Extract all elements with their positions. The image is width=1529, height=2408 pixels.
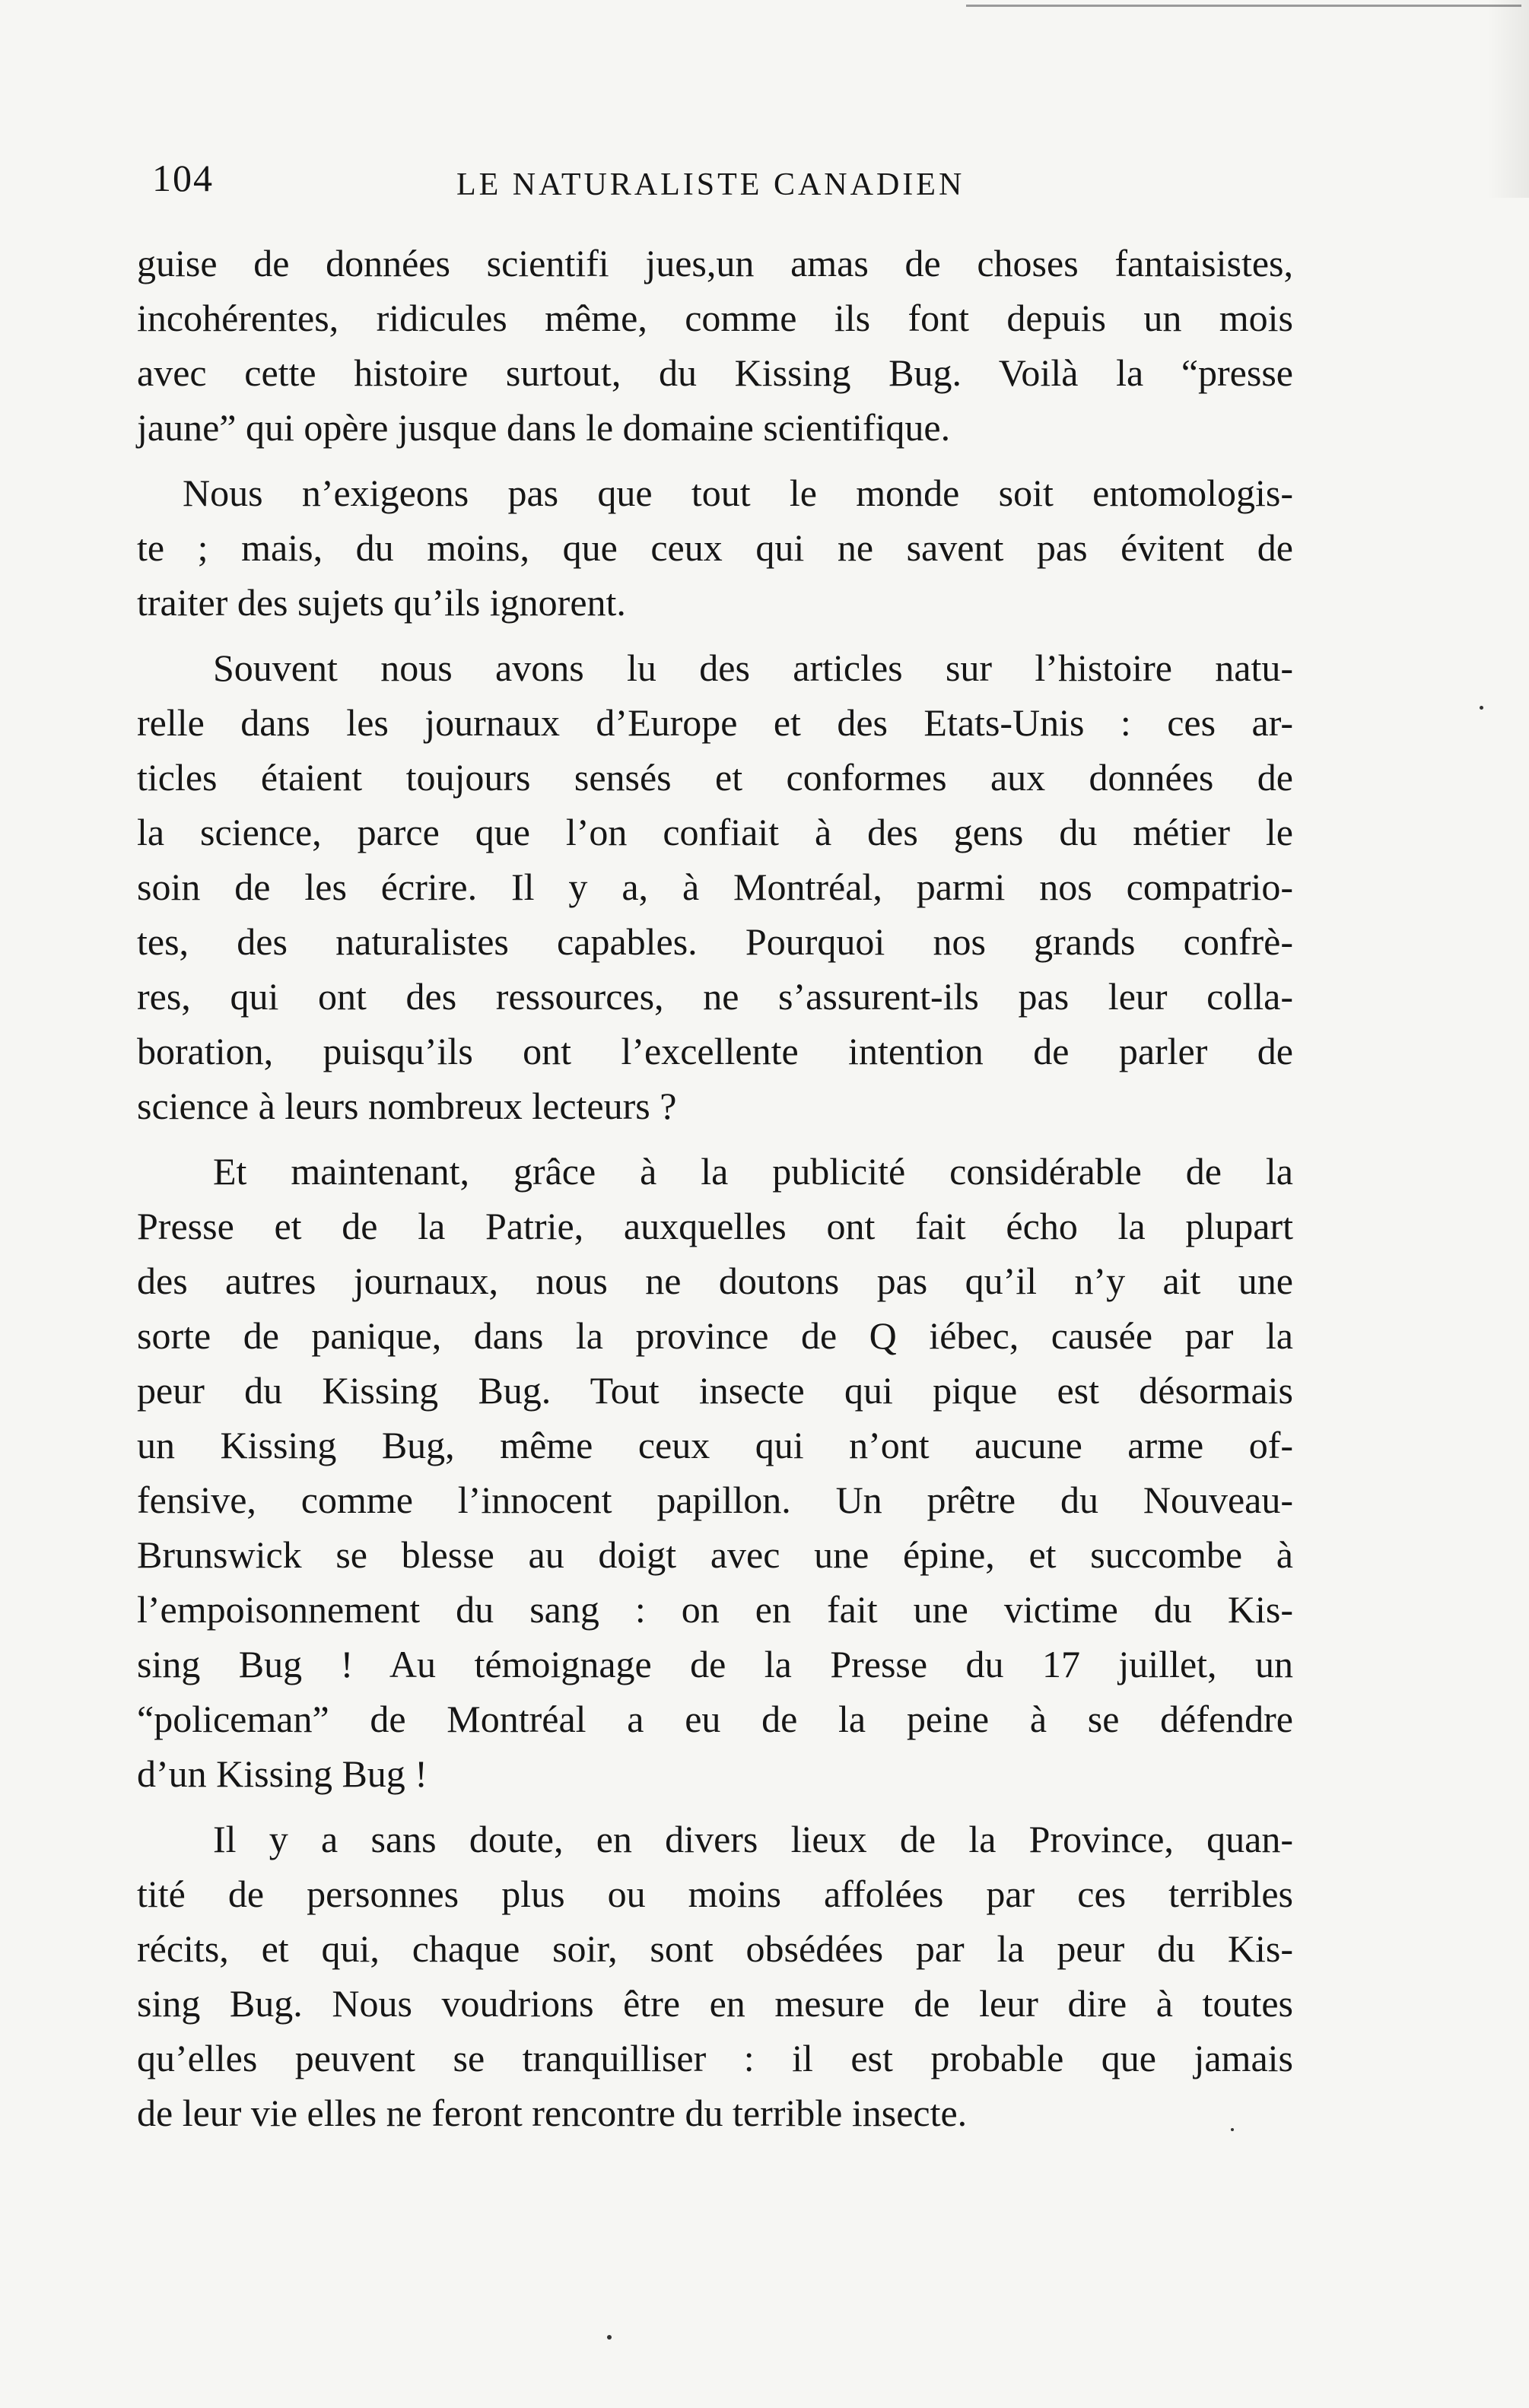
scan-edge-line: [966, 5, 1521, 7]
text-line: res, qui ont des ressources, ne s’assurent-ils pas leur colla-: [137, 975, 1293, 1018]
ink-speck: [1231, 2128, 1234, 2131]
text-line: tité de personnes plus ou moins affolées par ces terribles: [137, 1873, 1293, 1915]
paragraph-1: [137, 236, 1293, 455]
text-line: un Kissing Bug, même ceux qui n’ont aucune arme of-: [137, 1424, 1293, 1466]
paragraph-2: [137, 465, 1293, 630]
text-line: Souvent nous avons lu des articles sur l’histoire natu-: [213, 646, 1293, 689]
text-line: soin de les écrire. Il y a, à Montréal, parmi nos compatrio-: [137, 866, 1293, 908]
text-line: ticles étaient toujours sensés et conformes aux données de: [137, 756, 1293, 799]
ink-speck: [1480, 706, 1483, 710]
text-line: l’empoisonnement du sang : on en fait une victime du Kis-: [137, 1588, 1293, 1631]
text-line: sorte de panique, dans la province de Q iébec, causée par la: [137, 1314, 1293, 1357]
text-line: avec cette histoire surtout, du Kissing Bug. Voilà la “presse: [137, 351, 1293, 394]
text-line: fensive, comme l’innocent papillon. Un prêtre du Nouveau-: [137, 1479, 1293, 1521]
text-line: Et maintenant, grâce à la publicité considérable de la: [213, 1150, 1293, 1193]
paragraph-4: [137, 1144, 1293, 1801]
text-line: sing Bug ! Au témoignage de la Presse du 17 juillet, un: [137, 1643, 1293, 1685]
page-header: [152, 156, 1293, 217]
text-line: traiter des sujets qu’ils ignorent.: [137, 581, 626, 624]
running-title: LE NATURALISTE CANADIEN: [456, 167, 965, 202]
text-line: des autres journaux, nous ne doutons pas qu’il n’y ait une: [137, 1260, 1293, 1302]
paragraph-3: [137, 640, 1293, 1133]
text-line: “policeman” de Montréal a eu de la peine à se défendre: [137, 1698, 1293, 1740]
text-line: tes, des naturalistes capables. Pourquoi nos grands confrè-: [137, 920, 1293, 963]
text-line: la science, parce que l’on confiait à des gens du métier le: [137, 811, 1293, 853]
text-line: incohérentes, ridicules même, comme ils font depuis un mois: [137, 297, 1293, 339]
body-text: [137, 236, 1293, 2151]
text-line: jaune” qui opère jusque dans le domaine scientifique.: [137, 406, 951, 449]
text-line: récits, et qui, chaque soir, sont obsédées par la peur du Kis-: [137, 1927, 1293, 1970]
text-line: relle dans les journaux d’Europe et des Etats-Unis : ces ar-: [137, 701, 1293, 744]
text-line: de leur vie elles ne feront rencontre du terrible insecte.: [137, 2092, 968, 2134]
text-line: science à leurs nombreux lecteurs ?: [137, 1085, 677, 1127]
text-line: Presse et de la Patrie, auxquelles ont fait écho la plupart: [137, 1205, 1293, 1247]
paragraph-5: [137, 1812, 1293, 2140]
text-line: guise de données scientifi jues,un amas de choses fantaisistes,: [137, 242, 1293, 284]
text-line: Nous n’exigeons pas que tout le monde soit entomologis-: [183, 472, 1293, 514]
page-number: 104: [152, 157, 214, 199]
text-line: peur du Kissing Bug. Tout insecte qui pique est désormais: [137, 1369, 1293, 1412]
text-line: boration, puisqu’ils ont l’excellente intention de parler de: [137, 1030, 1293, 1072]
text-line: Brunswick se blesse au doigt avec une épine, et succombe à: [137, 1533, 1293, 1576]
text-line: Il y a sans doute, en divers lieux de la Province, quan-: [213, 1818, 1293, 1860]
text-line: sing Bug. Nous voudrions être en mesure de leur dire à toutes: [137, 1982, 1293, 2025]
text-line: d’un Kissing Bug !: [137, 1752, 428, 1795]
text-line: qu’elles peuvent se tranquilliser : il est probable que jamais: [137, 2037, 1293, 2079]
text-line: te ; mais, du moins, que ceux qui ne savent pas évitent de: [137, 526, 1293, 569]
page-edge-shadow: [1487, 0, 1529, 198]
ink-speck: [607, 2335, 612, 2340]
